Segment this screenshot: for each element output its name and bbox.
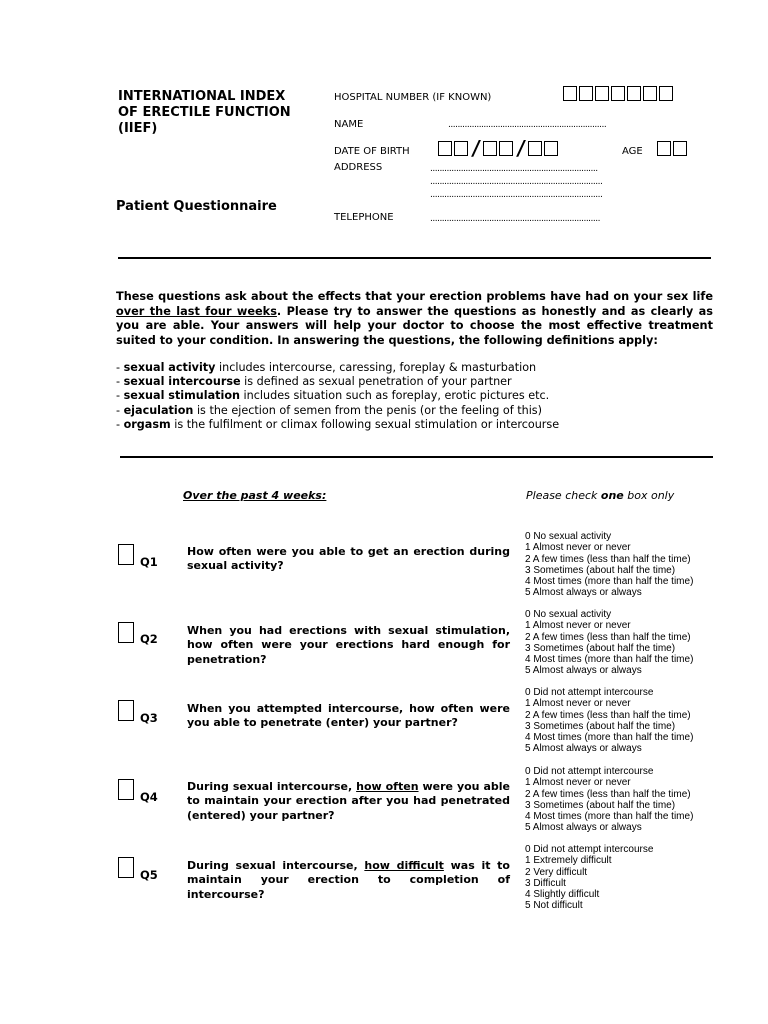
period-heading: Over the past 4 weeks: (183, 489, 327, 502)
title-line: OF ERECTILE FUNCTION (118, 105, 291, 120)
q4-options (525, 766, 693, 834)
option: 4 Slightly difficult (525, 889, 600, 901)
title-line: (IIEF) (118, 121, 158, 136)
definition-item: - sexual activity includes intercourse, caressing, foreplay & masturbation (116, 361, 537, 374)
name-label: NAME (334, 119, 364, 130)
option: 5 Almost always or always (525, 743, 642, 755)
option: 5 Almost always or always (525, 587, 642, 599)
option: 0 Did not attempt intercourse (525, 687, 654, 698)
address-line-3[interactable]: ......................................................................... (430, 190, 603, 200)
definition-item: - sexual stimulation includes situation such as foreplay, erotic pictures etc. (116, 389, 550, 403)
q5-checkbox[interactable] (118, 857, 134, 878)
name-field[interactable]: ................................................................... (448, 120, 607, 130)
address-line-2[interactable]: ......................................................................... (430, 177, 603, 187)
option: 3 Sometimes (about half the time) (525, 799, 676, 811)
form-title (118, 89, 318, 137)
q4-number: Q4 (140, 790, 158, 804)
instruction: Please check one box only (526, 489, 675, 502)
option: 0 No sexual activity (525, 531, 612, 542)
q4-text: During sexual intercourse, how often were you able to maintain your erection after you had penetrated (entered) your partner? (187, 780, 510, 822)
q3-number: Q3 (140, 711, 158, 725)
option: 4 Most times (more than half the time) (525, 654, 694, 666)
option: 2 A few times (less than half the time) (525, 553, 691, 565)
option: 0 Did not attempt intercourse (525, 844, 654, 855)
q1-number: Q1 (140, 555, 158, 569)
definition-item: - orgasm is the fulfilment or climax following sexual stimulation or intercourse (116, 417, 560, 431)
option: 3 Sometimes (about half the time) (525, 720, 676, 732)
dob-boxes[interactable]: / / (438, 138, 560, 157)
telephone-label: TELEPHONE (334, 212, 394, 223)
q2-text: When you had erections with sexual stimulation, how often were your erections hard enough for penetration? (187, 624, 510, 666)
divider (118, 257, 711, 259)
q2-options (525, 609, 693, 677)
option: 1 Almost never or never (525, 542, 631, 554)
q3-checkbox[interactable] (118, 700, 134, 721)
option: 4 Most times (more than half the time) (525, 576, 694, 588)
option: 0 No sexual activity (525, 609, 612, 620)
subtitle: Patient Questionnaire (116, 199, 277, 214)
definitions-list (116, 361, 716, 432)
option: 5 Almost always or always (525, 822, 642, 834)
address-line-1[interactable]: ....................................................................... (430, 164, 598, 174)
q1-checkbox[interactable] (118, 544, 134, 565)
option: 5 Not difficult (525, 900, 583, 912)
age-boxes[interactable] (657, 138, 689, 157)
option: 3 Sometimes (about half the time) (525, 564, 676, 576)
q5-text: During sexual intercourse, how difficult was it to maintain your erection to completion of intercourse? (187, 859, 510, 901)
address-label: ADDRESS (334, 162, 383, 173)
definition-item: - ejaculation is the ejection of semen from the penis (or the feeling of this) (116, 403, 542, 417)
q5-number: Q5 (140, 868, 158, 882)
option: 3 Difficult (525, 877, 566, 889)
option: 1 Almost never or never (525, 698, 631, 710)
option: 0 Did not attempt intercourse (525, 766, 654, 777)
option: 4 Most times (more than half the time) (525, 811, 694, 823)
option: 2 A few times (less than half the time) (525, 709, 691, 721)
telephone-field[interactable]: ........................................................................ (430, 214, 600, 224)
q2-number: Q2 (140, 632, 158, 646)
hospital-number-boxes[interactable] (563, 83, 675, 102)
hospital-number-label: HOSPITAL NUMBER (IF KNOWN) (334, 92, 492, 103)
definition-item: - sexual intercourse is defined as sexual penetration of your partner (116, 375, 512, 389)
option: 2 Very difficult (525, 866, 588, 878)
option: 1 Almost never or never (525, 777, 631, 789)
age-label: AGE (622, 146, 643, 157)
q1-options (525, 531, 693, 599)
q2-checkbox[interactable] (118, 622, 134, 643)
q3-text: When you attempted intercourse, how often were you able to penetrate (enter) your partner? (187, 702, 510, 730)
q4-checkbox[interactable] (118, 779, 134, 800)
option: 3 Sometimes (about half the time) (525, 642, 676, 654)
divider (120, 456, 713, 458)
intro-paragraph: These questions ask about the effects that your erection problems have had on your sex life over the last four weeks. Please try to answer the questions as honestly and as clearly as you are able. Your answers will help your doctor to choose the most effective treatment suited to your condition. In answering the questions, the following definitions apply: (116, 290, 713, 347)
option: 1 Extremely difficult (525, 855, 612, 867)
q5-options (525, 844, 653, 912)
q1-text: How often were you able to get an erection during sexual activity? (187, 545, 510, 573)
option: 2 A few times (less than half the time) (525, 788, 691, 800)
title-line: INTERNATIONAL INDEX (118, 89, 286, 104)
q3-options (525, 687, 693, 755)
option: 5 Almost always or always (525, 665, 642, 677)
dob-label: DATE OF BIRTH (334, 146, 410, 157)
option: 4 Most times (more than half the time) (525, 732, 694, 744)
option: 2 A few times (less than half the time) (525, 631, 691, 643)
option: 1 Almost never or never (525, 620, 631, 632)
